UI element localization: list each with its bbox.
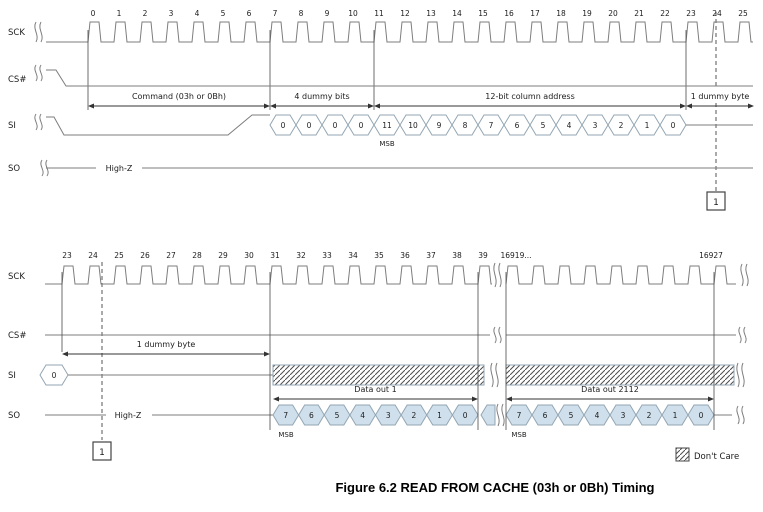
bit-value: 8 [462,120,468,130]
break-mark [744,327,746,343]
clock-number: 8 [298,9,304,18]
clock-number: 30 [244,251,254,260]
clock-number: 12 [400,9,410,18]
clock-number: 26 [140,251,150,260]
clock-number: 23 [686,9,696,18]
clock-number: 33 [322,251,332,260]
bit-value: 0 [462,410,468,420]
clock-number: 27 [166,251,176,260]
dont-care-region [506,365,734,385]
clock-number: 11 [374,9,384,18]
region-label: 1 dummy byte [690,92,750,101]
clock-number: 28 [192,251,202,260]
bit-value: 2 [411,410,417,420]
clock-number: 29 [218,251,228,260]
bit-value: 0 [332,120,338,130]
clock-number: 20 [608,9,618,18]
clock-number: 38 [452,251,462,260]
clock-number-end: 16927 [699,251,723,260]
dont-care-swatch [676,448,689,461]
clock-number: 35 [374,251,384,260]
clock-number: 18 [556,9,566,18]
signal-label-so: SO [8,164,21,174]
figure-caption: Figure 6.2 READ FROM CACHE (03h or 0Bh) Timing [335,480,655,495]
clock-number: 6 [246,9,252,18]
bit-value: 2 [646,410,652,420]
break-mark [746,264,748,286]
clock-number: 4 [194,9,200,18]
arrowhead-right [472,397,478,402]
dont-care-region [273,365,484,385]
arrowhead-right [708,397,714,402]
clock-number: 0 [90,9,96,18]
bit-value: 5 [568,410,574,420]
break-mark [41,160,43,176]
bit-value: 10 [408,120,418,130]
region-label: Command (03h or 0Bh) [131,92,227,101]
break-mark [741,264,743,286]
break-mark [40,114,42,130]
arrowhead-left [506,397,512,402]
clock-number: 10 [348,9,358,18]
bit-value: 6 [309,410,314,420]
clock-number: 23 [62,251,72,260]
bit-value: 0 [698,410,704,420]
break-mark [35,114,37,130]
bit-value: 4 [594,410,600,420]
bit-value: 11 [382,120,392,130]
region-label: Data out 2112 [581,385,639,394]
region-label: 1 dummy byte [136,340,196,349]
bit-value: 1 [644,120,650,130]
bit-value: 5 [540,120,546,130]
break-mark [40,22,42,42]
break-mark [742,363,744,387]
arrowhead-right [368,104,374,109]
break-mark [497,404,499,426]
legend-dont-care-label: Don't Care [694,452,740,462]
callout-1-marker: 1 [99,448,105,458]
arrowhead-right [264,352,270,357]
clock-number: 36 [400,251,410,260]
callout-1-marker: 1 [713,198,719,208]
bit-value: 6 [514,120,520,130]
bit-value: 0 [51,371,57,380]
clock-number: 7 [272,9,278,18]
clock-number: 2 [142,9,148,18]
msb-label: MSB [511,431,527,439]
bit-value: 0 [670,120,676,130]
bit-value: 1 [437,410,442,420]
arrowhead-right [264,104,270,109]
clock-number: 13 [426,9,436,18]
clock-number: 14 [452,9,462,18]
bit-value: 5 [334,410,340,420]
bottom-timing-panel [8,251,748,460]
break-mark [35,65,37,81]
bit-value: 2 [618,120,624,130]
signal-label-si: SI [8,121,16,131]
bit-value: 0 [306,120,312,130]
bit-value: 9 [436,120,442,130]
signal-label-cs: CS# [8,331,27,341]
region-label: Data out 1 [354,385,397,394]
bit-value: 6 [542,410,548,420]
clock-number: 37 [426,251,436,260]
clock-number: 24 [88,251,98,260]
arrowhead-left [62,352,68,357]
high-z-label: High-Z [114,411,142,420]
bit-value: 7 [488,120,494,130]
bit-value: 3 [385,410,391,420]
clock-number: 32 [296,251,306,260]
break-mark [35,22,37,42]
clock-number: 5 [220,9,226,18]
clock-number: 21 [634,9,644,18]
signal-label-cs: CS# [8,75,27,85]
bit-value: 1 [672,410,678,420]
clock-number: 19 [582,9,592,18]
break-mark [739,327,741,343]
cs-waveform-top [46,70,753,86]
arrowhead-left [88,104,94,109]
bit-value: 3 [592,120,598,130]
arrowhead-right [680,104,686,109]
sck-waveform-bottom-right [506,266,736,284]
msb-label: MSB [379,140,395,148]
clock-number: 15 [478,9,488,18]
clock-number: 3 [168,9,174,18]
clock-number: 17 [530,9,540,18]
arrowhead-left [374,104,380,109]
sck-waveform-top [46,22,753,42]
clock-number: 25 [738,9,748,18]
clock-number: 25 [114,251,124,260]
clock-number: 39 [478,251,488,260]
clock-number: 22 [660,9,670,18]
top-timing-panel [8,9,754,210]
clock-number: 9 [324,9,330,18]
signal-label-sck: SCK [8,272,25,282]
signal-label-sck: SCK [8,28,25,38]
bit-value: 7 [283,410,289,420]
break-mark [742,406,744,424]
break-mark [502,404,504,426]
arrowhead-right [748,104,754,109]
clock-number: 31 [270,251,280,260]
bit-value: 7 [516,410,522,420]
break-mark [40,65,42,81]
clock-number: 34 [348,251,358,260]
signal-label-si: SI [8,371,16,381]
signal-label-so: SO [8,411,21,421]
break-mark [737,363,739,387]
clock-number: 16 [504,9,514,18]
high-z-label: High-Z [105,164,133,173]
si-waveform-top [46,115,270,135]
bit-cell-partial [481,405,495,425]
arrowhead-left [270,104,276,109]
break-mark [737,406,739,424]
region-label: 4 dummy bits [294,92,350,101]
msb-label: MSB [278,431,294,439]
arrowhead-left [686,104,692,109]
arrowhead-left [273,397,279,402]
region-label: 12-bit column address [485,92,575,101]
bit-value: 4 [566,120,572,130]
legend [676,448,739,462]
bit-value: 4 [360,410,366,420]
bit-value: 0 [358,120,364,130]
bit-value: 3 [620,410,626,420]
break-mark [496,363,498,387]
break-mark [491,363,493,387]
clock-number: 24 [712,9,722,18]
clock-number-resume: 16919... [500,251,532,260]
clock-number: 1 [116,9,122,18]
bit-value: 0 [280,120,286,130]
